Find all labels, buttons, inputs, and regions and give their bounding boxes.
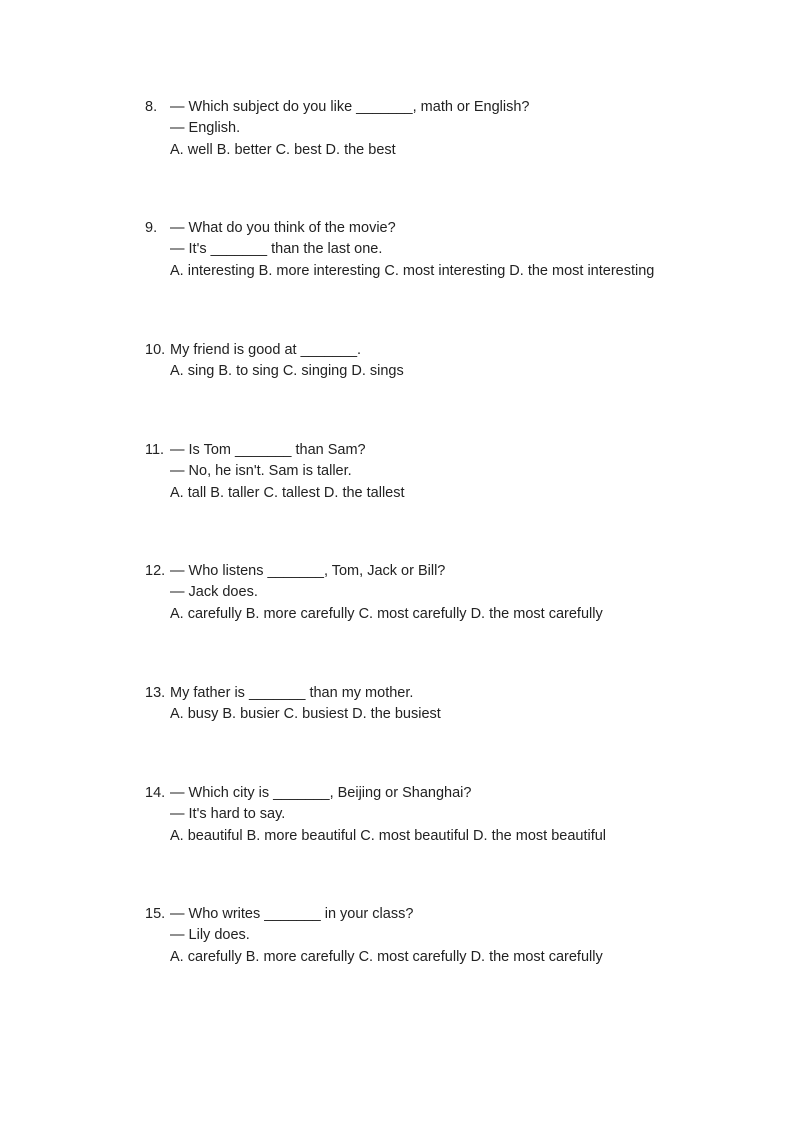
question-line	[145, 239, 765, 260]
question-line	[145, 140, 765, 161]
question-line	[145, 561, 765, 582]
question-line	[145, 804, 765, 825]
question-options: A. sing B. to sing C. singing D. sings	[170, 363, 404, 380]
question-options: A. beautiful B. more beautiful C. most beautiful D. the most beautiful	[170, 827, 607, 844]
question-number: 15.	[145, 906, 166, 922]
question-line	[145, 361, 765, 382]
question-answer-line: — It's _______ than the last one.	[170, 241, 383, 258]
question-number: 9.	[145, 220, 158, 236]
question-options: A. carefully B. more carefully C. most carefully D. the most carefully	[170, 948, 603, 965]
question-answer-line: — Jack does.	[170, 584, 258, 601]
question-9	[145, 218, 765, 282]
question-line	[145, 440, 765, 461]
question-15	[145, 904, 765, 968]
question-prompt: My friend is good at _______.	[170, 342, 362, 358]
question-line	[145, 947, 765, 968]
question-10	[145, 340, 765, 383]
question-line	[145, 461, 765, 482]
question-number: 11.	[145, 442, 165, 458]
question-prompt: — Who writes _______ in your class?	[170, 906, 414, 922]
question-prompt: — Who listens _______, Tom, Jack or Bill?	[170, 563, 446, 579]
question-line	[145, 783, 765, 804]
question-line	[145, 826, 765, 847]
question-line	[145, 925, 765, 946]
question-11	[145, 440, 765, 504]
question-line	[145, 261, 765, 282]
question-options: A. busy B. busier C. busiest D. the busiest	[170, 706, 441, 723]
question-14	[145, 783, 765, 847]
question-answer-line: — No, he isn't. Sam is taller.	[170, 463, 352, 480]
question-line	[145, 118, 765, 139]
question-options: A. tall B. taller C. tallest D. the tallest	[170, 484, 405, 501]
question-answer-line: — It's hard to say.	[170, 806, 286, 823]
question-number: 12.	[145, 563, 166, 579]
question-answer-line: — Lily does.	[170, 927, 250, 944]
question-answer-line: — English.	[170, 120, 241, 137]
question-13	[145, 683, 765, 726]
question-prompt: My father is _______ than my mother.	[170, 685, 414, 701]
question-12	[145, 561, 765, 625]
question-prompt: — Is Tom _______ than Sam?	[170, 442, 366, 458]
question-line	[145, 604, 765, 625]
question-number: 10.	[145, 342, 166, 358]
question-prompt: — Which subject do you like _______, math or English?	[170, 99, 530, 115]
question-line	[145, 683, 765, 704]
question-options: A. interesting B. more interesting C. most interesting D. the most interesting	[170, 262, 655, 279]
question-line	[145, 704, 765, 725]
question-line	[145, 218, 765, 239]
question-number: 14.	[145, 785, 166, 801]
question-number: 8.	[145, 99, 158, 115]
question-line	[145, 97, 765, 118]
question-prompt: — What do you think of the movie?	[170, 220, 396, 236]
question-options: A. well B. better C. best D. the best	[170, 141, 396, 158]
question-line	[145, 904, 765, 925]
question-options: A. carefully B. more carefully C. most carefully D. the most carefully	[170, 605, 603, 622]
question-8	[145, 97, 765, 161]
question-line	[145, 340, 765, 361]
question-line	[145, 582, 765, 603]
question-line	[145, 483, 765, 504]
question-number: 13.	[145, 685, 166, 701]
question-prompt: — Which city is _______, Beijing or Shanghai?	[170, 785, 472, 801]
